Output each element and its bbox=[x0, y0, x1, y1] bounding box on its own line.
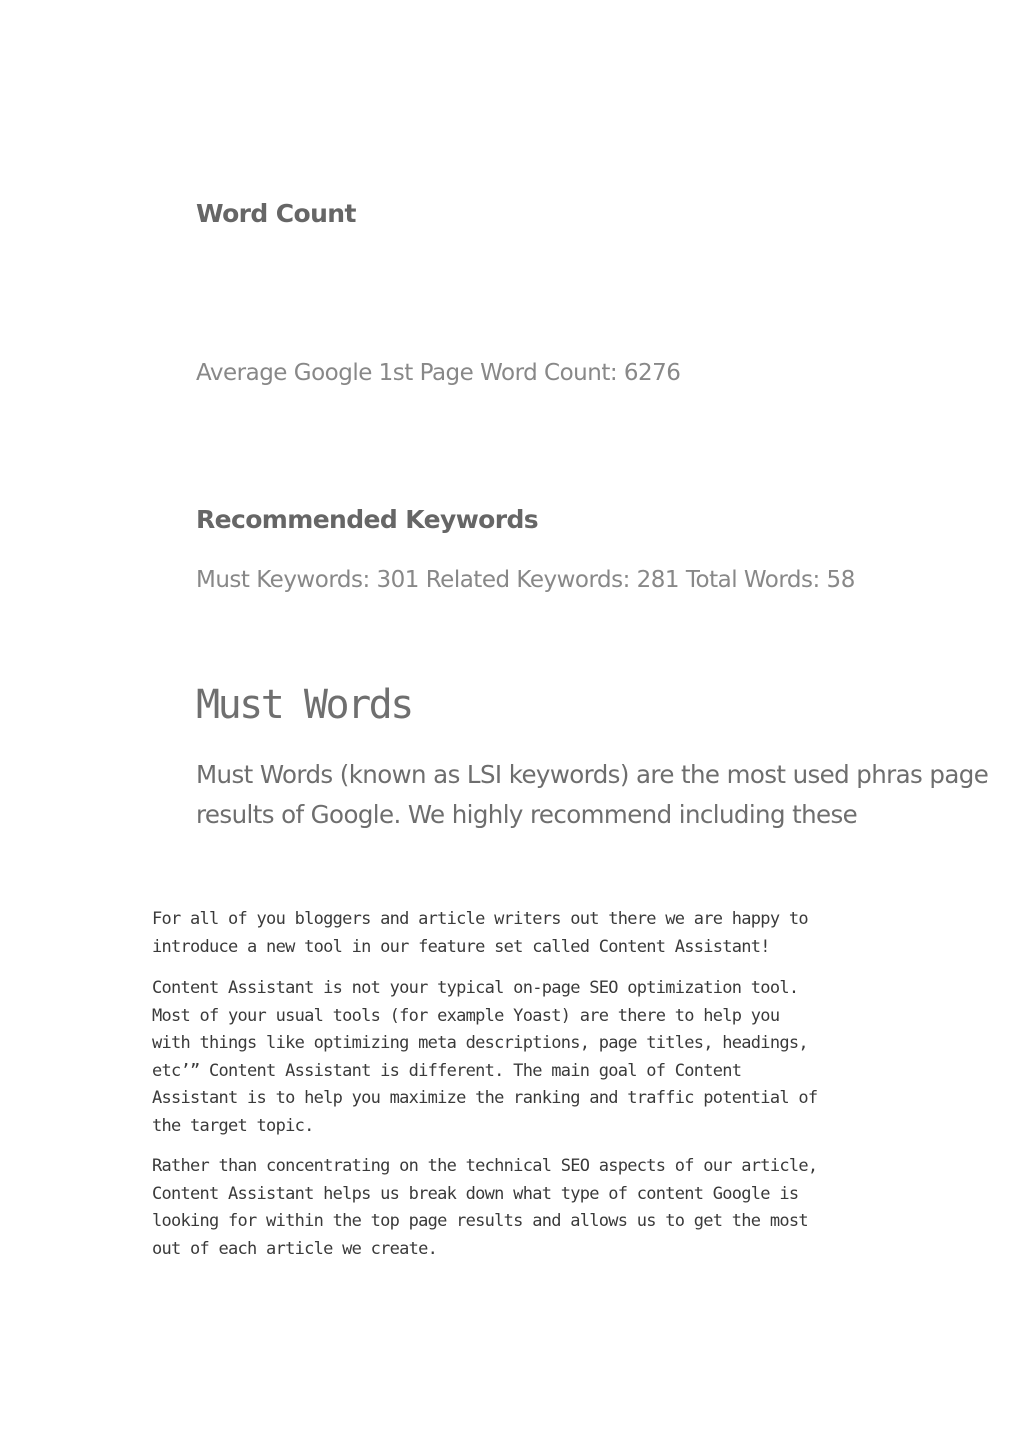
text-line: with things like optimizing meta descriptions, page titles, headings, bbox=[152, 1033, 808, 1053]
article-paragraph-1 bbox=[152, 906, 912, 961]
text-line: Content Assistant helps us break down what type of content Google is bbox=[152, 1183, 799, 1204]
text-line: etc’” Content Assistant is different. The main goal of Content bbox=[152, 1060, 742, 1081]
must-words-description bbox=[196, 755, 1024, 835]
text-line: Rather than concentrating on the technical SEO aspects of our article, bbox=[152, 1156, 818, 1176]
keyword-stats: Must Keywords: 301 Related Keywords: 281 Total Words: 58 bbox=[196, 567, 855, 593]
text-line: out of each article we create. bbox=[152, 1238, 438, 1259]
text-line: Assistant is to help you maximize the ranking and traffic potential of bbox=[152, 1088, 818, 1108]
average-word-count: Average Google 1st Page Word Count: 6276 bbox=[196, 360, 681, 386]
description-line: results of Google. We highly recommend including these bbox=[196, 800, 858, 829]
text-line: introduce a new tool in our feature set called Content Assistant! bbox=[152, 936, 770, 957]
text-line: Most of your usual tools (for example Yoast) are there to help you bbox=[152, 1005, 780, 1026]
description-line: Must Words (known as LSI keywords) are the most used phras page bbox=[196, 760, 989, 789]
text-line: Content Assistant is not your typical on-page SEO optimization tool. bbox=[152, 978, 799, 998]
word-count-heading: Word Count bbox=[196, 199, 356, 228]
article-paragraph-3 bbox=[152, 1153, 912, 1263]
text-line: For all of you bloggers and article writers out there we are happy to bbox=[152, 909, 808, 929]
must-words-heading: Must Words bbox=[196, 682, 412, 728]
recommended-keywords-heading: Recommended Keywords bbox=[196, 505, 539, 534]
article-paragraph-2 bbox=[152, 975, 912, 1140]
text-line: the target topic. bbox=[152, 1115, 314, 1136]
text-line: looking for within the top page results and allows us to get the most bbox=[152, 1211, 808, 1231]
